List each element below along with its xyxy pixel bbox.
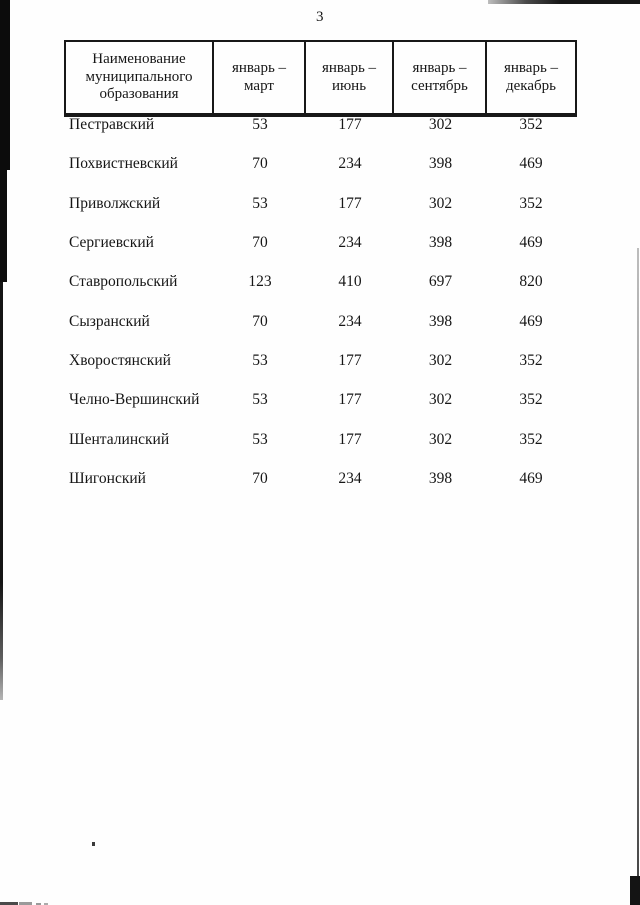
scan-artifact-right-line [637, 248, 639, 905]
municipality-name: Пестравский [69, 116, 155, 133]
scan-artifact-left-line [0, 282, 3, 700]
header-january-june: январь – июнь [306, 42, 394, 113]
value-january-september: 398 [428, 155, 453, 173]
municipality-name: Приволжский [69, 194, 161, 212]
table-row [66, 430, 575, 469]
table-header-row [64, 40, 577, 117]
table-row [66, 469, 575, 508]
value-january-march: 53 [252, 116, 268, 133]
table-row [66, 390, 575, 429]
header-january-september: январь – сентябрь [394, 42, 487, 113]
value-january-june: 234 [338, 470, 362, 488]
value-january-september: 302 [428, 352, 453, 370]
table-row [66, 115, 575, 154]
table-body [64, 115, 577, 508]
value-january-december: 352 [519, 391, 543, 409]
value-january-september: 302 [428, 194, 453, 212]
value-january-june: 234 [338, 155, 362, 173]
header-municipality-name: Наименование муниципального образования [66, 42, 214, 113]
municipality-name: Ставропольский [69, 273, 178, 291]
value-january-march: 53 [252, 430, 268, 448]
value-january-september: 398 [428, 234, 453, 252]
value-january-december: 352 [519, 116, 543, 133]
value-january-june: 177 [338, 352, 362, 370]
municipality-name: Шенталинский [69, 430, 170, 448]
table-row [66, 272, 575, 311]
scan-artifact-left-edge-lower [0, 170, 7, 282]
municipality-name: Сызранский [69, 312, 150, 330]
value-january-september: 398 [428, 312, 453, 330]
value-january-december: 469 [519, 155, 543, 173]
value-january-march: 70 [252, 155, 268, 173]
value-january-september: 302 [428, 391, 453, 409]
value-january-march: 53 [252, 194, 268, 212]
value-january-september: 302 [428, 430, 453, 448]
value-january-september: 398 [428, 470, 453, 488]
value-january-june: 177 [338, 194, 362, 212]
value-january-march: 70 [252, 312, 268, 330]
value-january-march: 70 [252, 234, 268, 252]
value-january-december: 352 [519, 430, 543, 448]
header-january-march: январь – март [214, 42, 306, 113]
value-january-march: 123 [248, 273, 272, 291]
table-row [66, 194, 575, 233]
municipal-data-table [64, 40, 577, 508]
value-january-june: 234 [338, 312, 362, 330]
table-row [66, 233, 575, 272]
header-january-december: январь – декабрь [503, 60, 559, 94]
value-january-march: 53 [252, 391, 268, 409]
page-number: 3 [316, 9, 324, 25]
value-january-june: 177 [338, 391, 362, 409]
value-january-december: 469 [519, 312, 543, 330]
table-row [66, 154, 575, 193]
value-january-december: 820 [519, 273, 543, 291]
scan-artifact-top-edge [488, 0, 640, 4]
value-january-june: 234 [338, 234, 362, 252]
value-january-december: 352 [519, 194, 543, 212]
value-january-december: 469 [519, 234, 543, 252]
table-row [66, 312, 575, 351]
scan-artifact-bottom-right-blob [630, 876, 640, 905]
table-row [66, 351, 575, 390]
municipality-name: Шигонский [69, 470, 146, 488]
municipality-name: Сергиевский [69, 234, 154, 252]
scan-artifact-speck [92, 842, 95, 846]
municipality-name: Челно-Вершинский [69, 391, 200, 409]
value-january-june: 177 [338, 430, 362, 448]
value-january-september: 697 [428, 273, 453, 291]
value-january-september: 302 [428, 116, 453, 133]
municipality-name: Хворостянский [69, 352, 171, 370]
value-january-june: 177 [338, 116, 362, 133]
municipality-name: Похвистневский [69, 155, 178, 173]
value-january-march: 53 [252, 352, 268, 370]
value-january-march: 70 [252, 470, 268, 488]
value-january-june: 410 [338, 273, 362, 291]
value-january-december: 469 [519, 470, 543, 488]
value-january-december: 352 [519, 352, 543, 370]
